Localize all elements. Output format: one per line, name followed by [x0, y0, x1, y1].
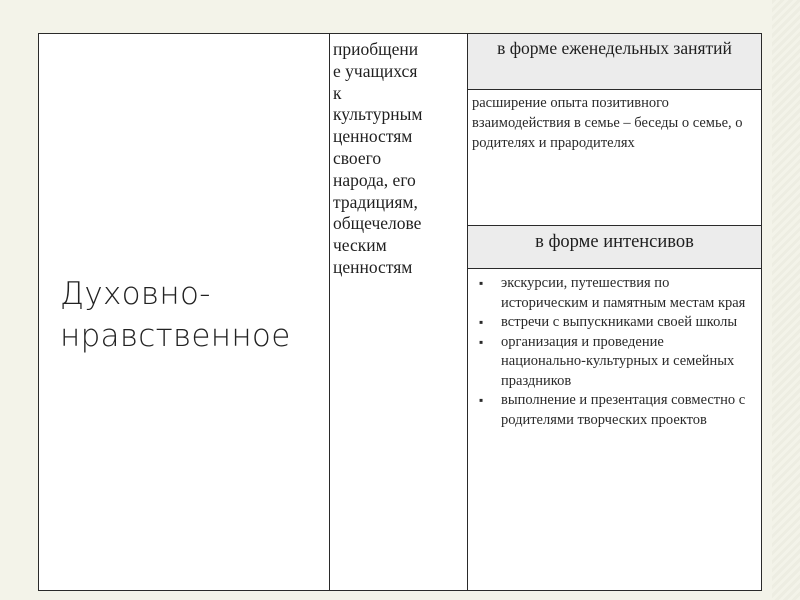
direction-cell	[38, 33, 329, 591]
intensive-header: в форме интенсивов	[535, 232, 694, 252]
row-divider-3	[467, 268, 762, 269]
intensive-list	[467, 274, 762, 430]
border-left	[38, 33, 39, 591]
intensive-list-cell	[467, 268, 762, 591]
col-divider-1	[329, 33, 330, 591]
goal-text: приобщени е учащихся к культурным ценностям своего народа, его традициям, общечелове ческим ценностям	[333, 39, 423, 277]
border-top	[38, 33, 762, 34]
bullet-icon: ▪	[479, 276, 484, 290]
slide-decoration	[772, 0, 800, 600]
row-divider-2	[467, 225, 762, 226]
list-item: ▪ экскурсии, путешествия по историческим и памятным местам края	[479, 275, 746, 311]
weekly-description: расширение опыта позитивного взаимодействия в семье – беседы о семье, о родителях и прародителях	[472, 95, 743, 151]
list-item: ▪ встречи с выпускниками своей школы	[467, 313, 762, 333]
bullet-icon: ▪	[479, 315, 484, 329]
intensive-header-cell	[467, 225, 762, 268]
content-table	[38, 33, 762, 591]
direction-title: Духовно-нравственное	[60, 276, 291, 354]
bullet-icon: ▪	[479, 334, 484, 349]
border-right	[761, 33, 762, 591]
bullet-icon: ▪	[479, 393, 484, 407]
weekly-desc-cell	[467, 89, 762, 225]
list-item: ▪ выполнение и презентация совместно с родителями творческих проектов	[479, 392, 746, 428]
goal-cell	[329, 33, 467, 591]
row-divider-1	[467, 89, 762, 90]
col-divider-2	[467, 33, 468, 591]
weekly-header-cell	[467, 33, 762, 89]
border-bottom	[38, 590, 762, 591]
weekly-header: в форме еженедельных занятий	[497, 38, 732, 58]
list-item: ▪ организация и проведение национально-культурных и семейных праздников	[479, 333, 735, 389]
